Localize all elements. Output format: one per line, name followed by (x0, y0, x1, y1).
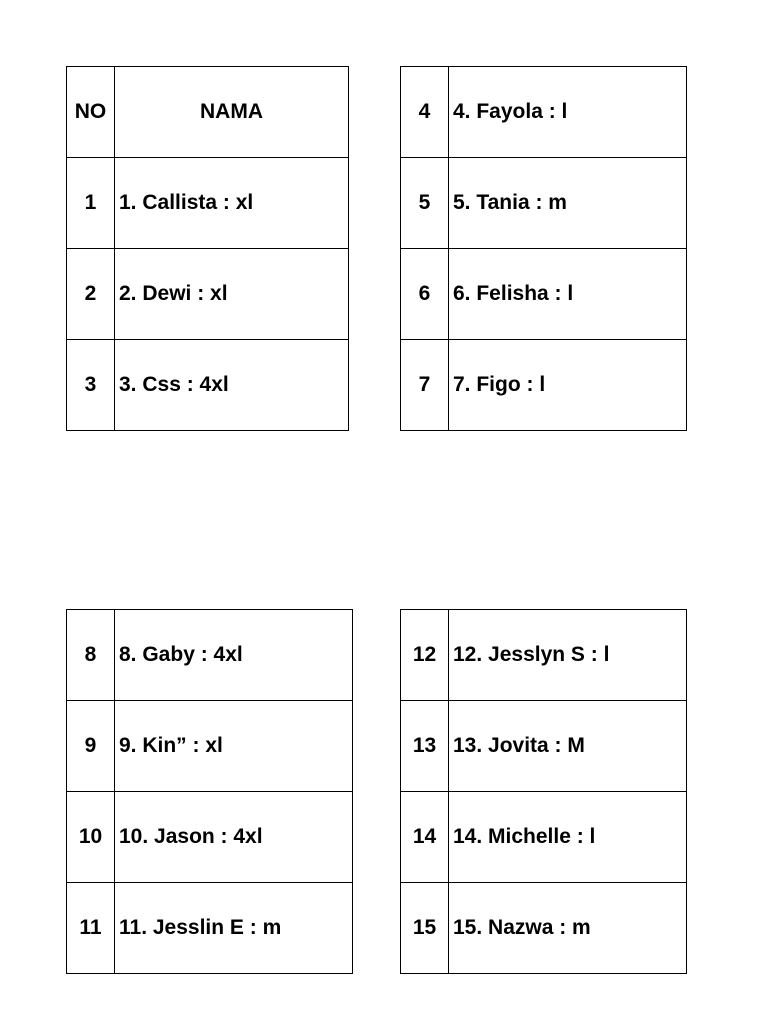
row-name: 10. Jason : 4xl (115, 792, 353, 883)
table-row (67, 701, 353, 792)
row-name: 3. Css : 4xl (115, 340, 349, 431)
row-name: 2. Dewi : xl (115, 249, 349, 340)
row-name: 4. Fayola : l (449, 67, 687, 158)
row-number: 6 (401, 249, 449, 340)
row-name: 13. Jovita : M (449, 701, 687, 792)
size-table-1 (66, 66, 349, 431)
row-name: 15. Nazwa : m (449, 883, 687, 974)
table-row (401, 67, 687, 158)
row-number: 4 (401, 67, 449, 158)
table-row (67, 249, 349, 340)
row-number: 15 (401, 883, 449, 974)
row-number: 13 (401, 701, 449, 792)
table-header-row (67, 67, 349, 158)
row-name: 6. Felisha : l (449, 249, 687, 340)
table-row (401, 340, 687, 431)
row-number: 8 (67, 610, 115, 701)
size-table-3 (66, 609, 353, 974)
row-number: 12 (401, 610, 449, 701)
row-name: 7. Figo : l (449, 340, 687, 431)
header-no: NO (67, 67, 115, 158)
row-name: 12. Jesslyn S : l (449, 610, 687, 701)
row-number: 3 (67, 340, 115, 431)
table-row (67, 158, 349, 249)
row-number: 11 (67, 883, 115, 974)
table-row (401, 701, 687, 792)
row-name: 11. Jesslin E : m (115, 883, 353, 974)
row-name: 14. Michelle : l (449, 792, 687, 883)
row-number: 10 (67, 792, 115, 883)
size-table-2 (400, 66, 687, 431)
size-table-4 (400, 609, 687, 974)
table-row (67, 610, 353, 701)
header-nama: NAMA (115, 67, 349, 158)
row-number: 9 (67, 701, 115, 792)
table-row (67, 792, 353, 883)
row-name: 1. Callista : xl (115, 158, 349, 249)
row-name: 9. Kin” : xl (115, 701, 353, 792)
row-number: 7 (401, 340, 449, 431)
table-row (401, 249, 687, 340)
table-row (401, 610, 687, 701)
table-row (401, 883, 687, 974)
row-name: 5. Tania : m (449, 158, 687, 249)
row-number: 1 (67, 158, 115, 249)
row-number: 2 (67, 249, 115, 340)
table-row (401, 158, 687, 249)
table-row (67, 883, 353, 974)
row-number: 14 (401, 792, 449, 883)
row-number: 5 (401, 158, 449, 249)
table-row (67, 340, 349, 431)
row-name: 8. Gaby : 4xl (115, 610, 353, 701)
table-row (401, 792, 687, 883)
